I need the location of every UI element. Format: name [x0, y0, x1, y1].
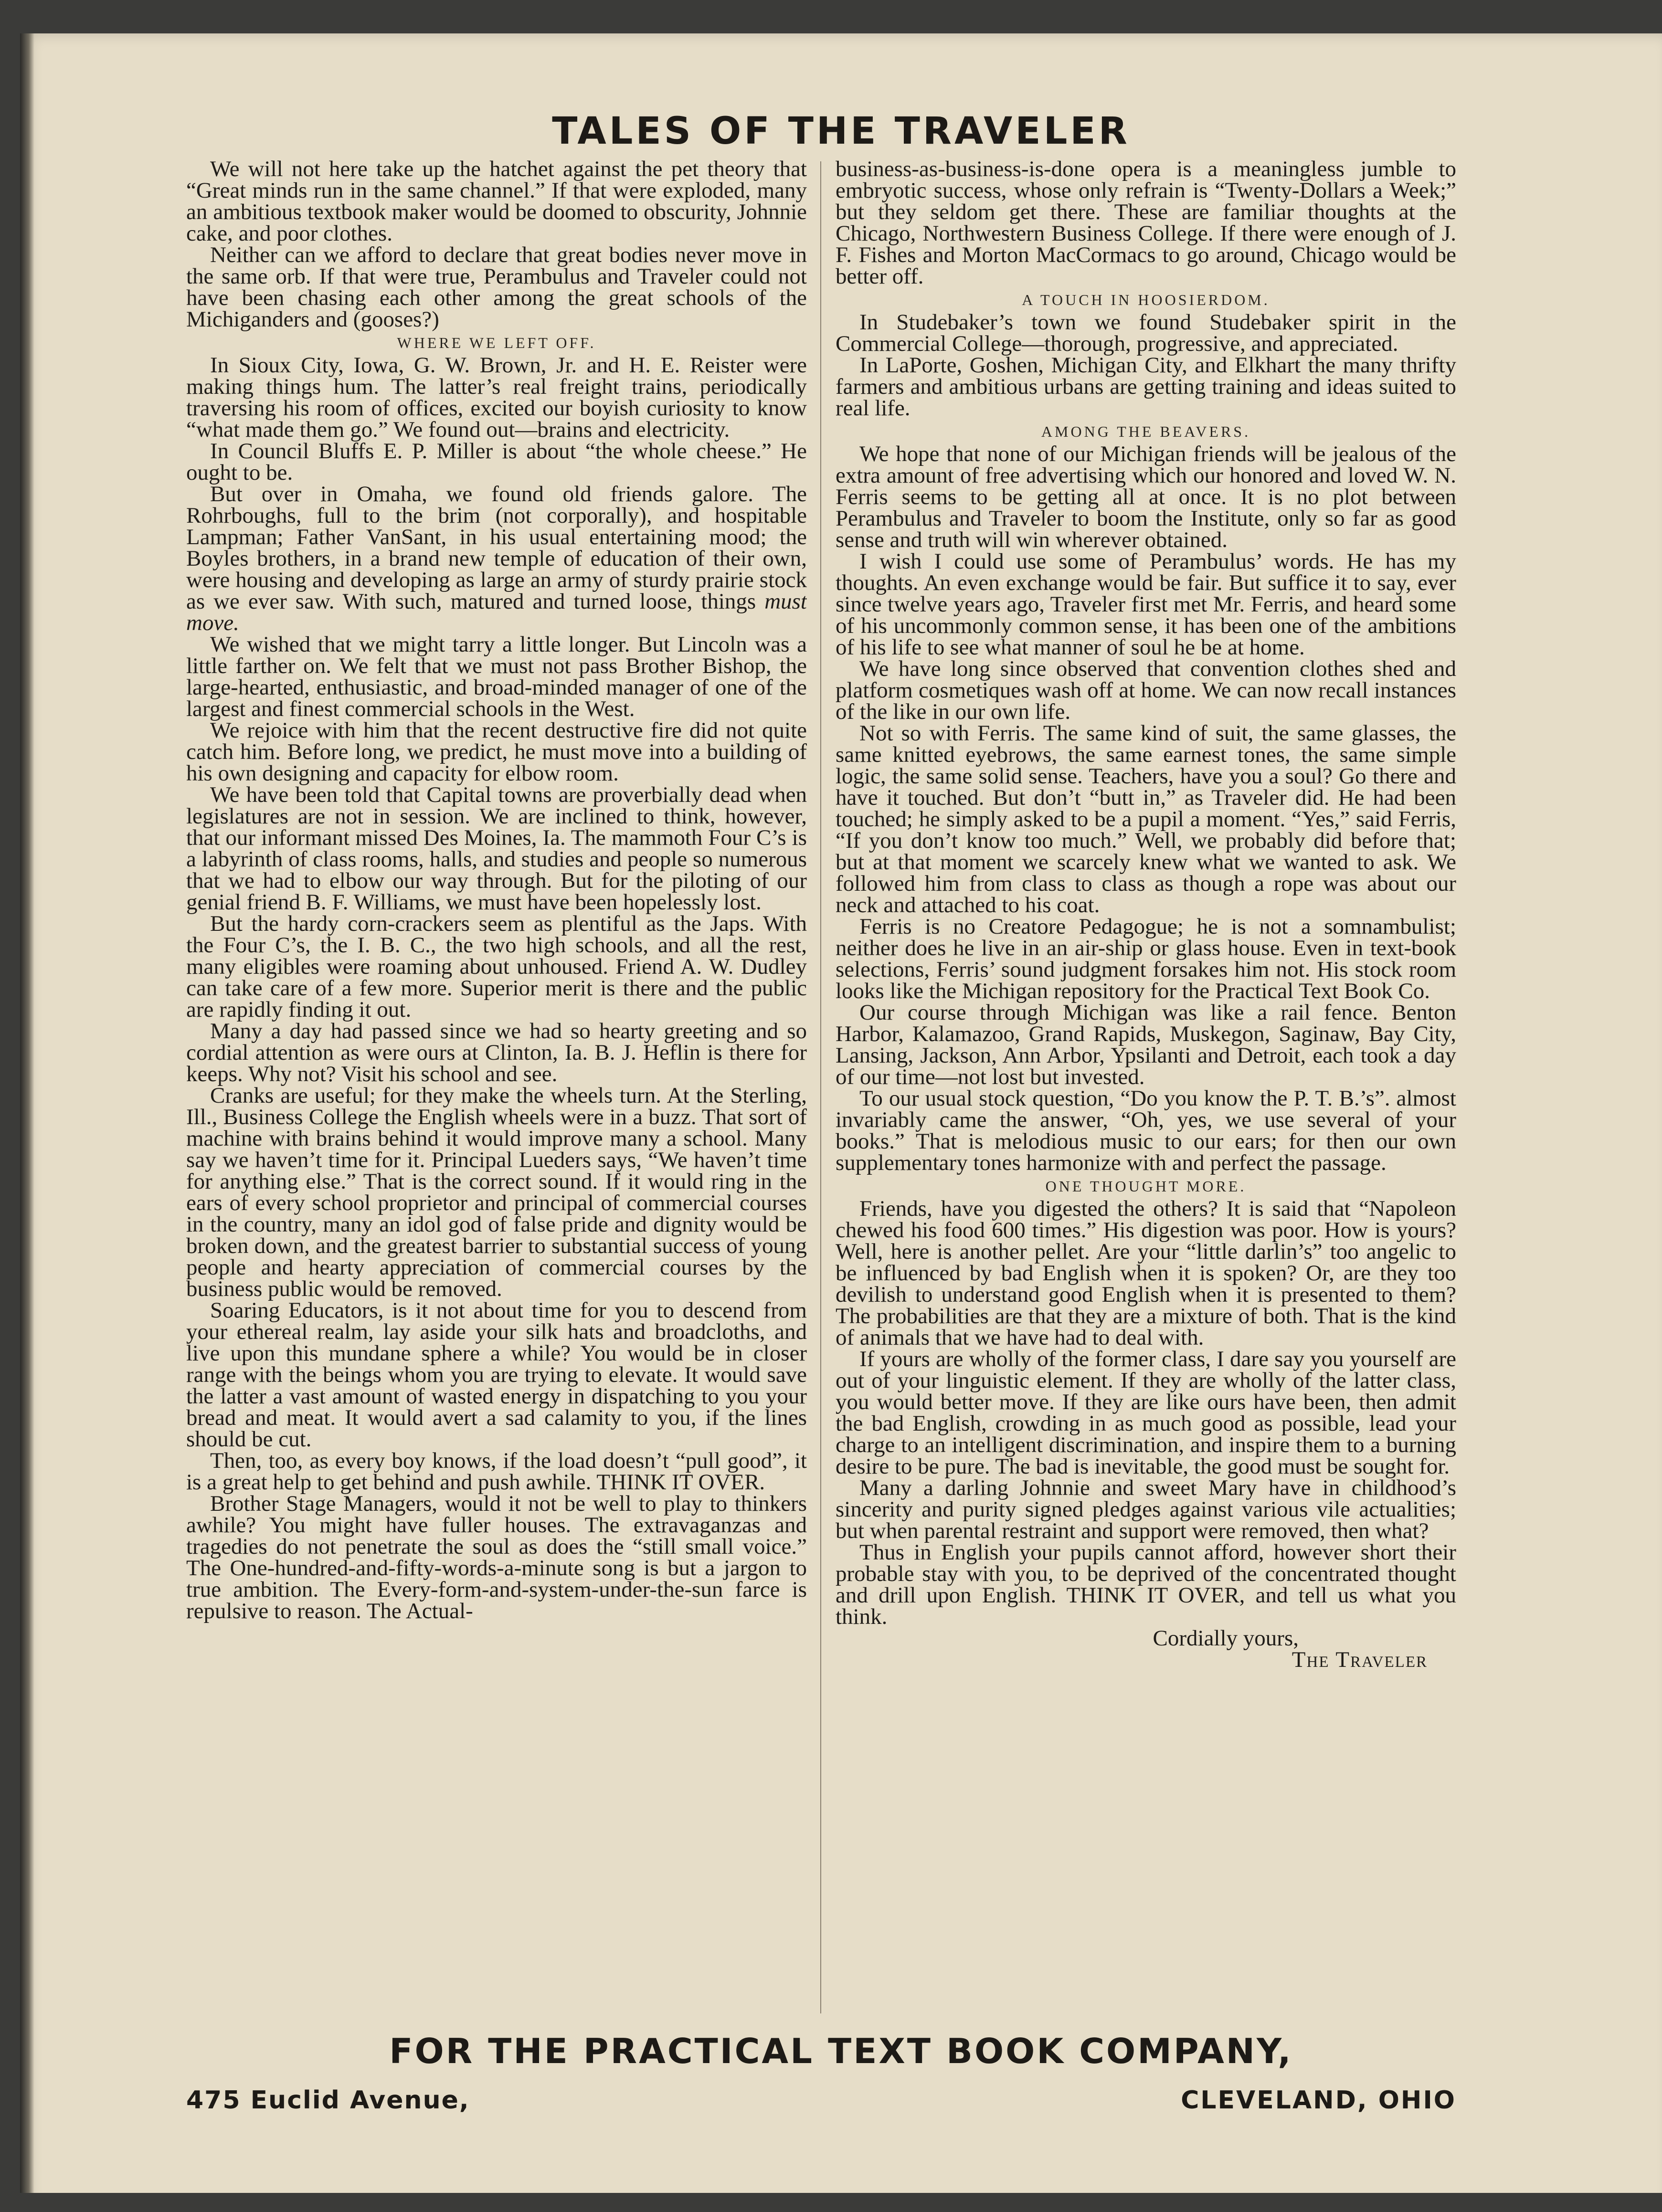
paragraph: Then, too, as every boy knows, if the load doesn’t “pull good”, it is a great help to get behind and push awhile. THINK IT OVER. — [186, 1448, 807, 1495]
left-column — [186, 158, 807, 2030]
paragraph: Soaring Educators, is it not about time for you to descend from your ethereal realm, lay aside your silk hats and broadcloths, and live upon this mundane sphere a while? You would be in closer range with the beings whom you are trying to elevate. It would save the latter a vast amount of wasted energy in dispatching to you your bread and meat. It would avert a sad calamity to you, if the lines should be cut. — [186, 1298, 807, 1452]
paragraph: To our usual stock question, “Do you know the P. T. B.’s”. almost invariably came the answer, “Oh, yes, we use several of your books.” That is melodious music to our ears; for then our own supplementary tones harmonize with and perfect the passage. — [836, 1086, 1456, 1175]
section-heading: ONE THOUGHT MORE. — [1045, 1178, 1247, 1195]
right-column — [836, 158, 1456, 2030]
paragraph: Our course through Michigan was like a rail fence. Benton Harbor, Kalamazoo, Grand Rapids, Muskegon, Saginaw, Bay City, Lansing, Jackson, Ann Arbor, Ypsilanti and Detroit, each took a day of our time—not lost but invested. — [836, 1000, 1456, 1089]
paragraph: I wish I could use some of Perambulus’ words. He has my thoughts. An even exchange would be fair. But suffice it to say, ever since twelve years ago, Traveler first met Mr. Ferris, and heard some of his uncommonly common sense, it has been one of the ambitions of his life to see what manner of soul he be at home. — [836, 549, 1456, 660]
paragraph: Brother Stage Managers, would it not be well to play to thinkers awhile? You might have fuller houses. The extravaganzas and tragedies do not penetrate the soul as does the “still small voice.” The One-hundred-and-fifty-words-a-minute song is but a jargon to true ambition. The Every-form-and-system-under-the-sun farce is repulsive to reason. The Actual- — [186, 1491, 807, 1623]
paragraph: In Studebaker’s town we found Studebaker spirit in the Commercial College—thorough, progressive, and appreciated. — [836, 310, 1456, 356]
paragraph-text: But over in Omaha, we found old friends galore. The Rohrboughs, full to the brim (not corporally), and hospitable Lampman; Father VanSant, in his usual entertaining mood; the Boyles brothers, in a brand new temple of education of their own, were housing and developing as large an army of sturdy prairie stock as we ever saw. With such, matured and turned loose, things — [186, 482, 807, 614]
paragraph: We will not here take up the hatchet against the pet theory that “Great minds run in the same channel.” If that were exploded, many an ambitious textbook maker would be doomed to obscurity, Johnnie cake, and poor clothes. — [186, 158, 807, 246]
paragraph: Not so with Ferris. The same kind of suit, the same glasses, the same knitted eyebrows, the same earnest tones, the same simple logic, the same solid sense. Teachers, have you a soul? Go there and have it touched. But don’t “butt in,” as Traveler did. He had been touched; he simply asked to be a pupil a moment. “Yes,” said Ferris, “If you don’t know too much.” Well, we probably did before that; but at that moment we scarcely knew what we wanted to ask. We followed him from class to class as though a rope was about our neck and attached to his coat. — [836, 721, 1456, 917]
signature: The Traveler — [1291, 1647, 1428, 1672]
paragraph: Neither can we afford to declare that great bodies never move in the same orb. If that were true, Perambulus and Traveler could not have been chasing each other among the great schools of the Michiganders and (gooses?) — [186, 242, 807, 332]
paragraph: In Sioux City, Iowa, G. W. Brown, Jr. and H. E. Reister were making things hum. The latter’s real freight trains, periodically traversing his room of offices, excited our boyish curiosity to know “what made them go.” We found out—brains and electricity. — [186, 353, 807, 442]
paragraph: business-as-business-is-done opera is a meaningless jumble to embryotic success, whose only refrain is “Twenty-Dollars a Week;” but they seldom get there. These are familiar thoughts at the Chicago, Northwestern Business College. If there were enough of J. F. Fishes and Morton MacCormacs to go around, Chicago would be better off. — [836, 158, 1456, 289]
paragraph: Many a day had passed since we had so hearty greeting and so cordial attention as were ours at Clinton, Ia. B. J. Heflin is there for keeps. Why not? Visit his school and see. — [186, 1019, 807, 1086]
paragraph: We rejoice with him that the recent destructive fire did not quite catch him. Before long, we predict, he must move into a building of his own designing and capacity for elbow room. — [186, 718, 807, 786]
publisher-address: 475 Euclid Avenue, — [186, 2086, 470, 2115]
paragraph: Ferris is no Creatore Pedagogue; he is not a somnambulist; neither does he live in an air-ship or glass house. Even in text-book selections, Ferris’ sound judgment forsakes him not. His stock room looks like the Michigan repository for the Practical Text Book Co. — [836, 914, 1456, 1003]
paragraph: In LaPorte, Goshen, Michigan City, and Elkhart the many thrifty farmers and ambitious urbans are getting training and ideas suited to real life. — [836, 353, 1456, 421]
scan-bottom-edge — [20, 2193, 1662, 2212]
section-heading: AMONG THE BEAVERS. — [1041, 423, 1251, 440]
paragraph: Many a darling Johnnie and sweet Mary have in childhood’s sincerity and purity signed pledges against various vile actualities; but when parental restraint and support were removed, then what? — [836, 1475, 1456, 1543]
paragraph: We have been told that Capital towns are proverbially dead when legislatures are not in session. We are inclined to think, however, that our informant missed Des Moines, Ia. The mammoth Four C’s is a labyrinth of class rooms, halls, and studies and people so numerous that we had to elbow our way through. But for the piloting of our genial friend B. F. Williams, we must have been hopelessly lost. — [186, 782, 807, 915]
paragraph: We wished that we might tarry a little longer. But Lincoln was a little farther on. We felt that we must not pass Brother Bishop, the large-hearted, enthusiastic, and broad-minded manager of one of the largest and finest commercial schools in the West. — [186, 632, 807, 721]
paragraph: But the hardy corn-crackers seem as plentiful as the Japs. With the Four C’s, the I. B. C., the two high schools, and all the rest, many eligibles were roaming about unhoused. Friend A. W. Dudley can take care of a few more. Superior merit is there and the public are rapidly finding it out. — [186, 911, 807, 1022]
paragraph: Thus in English your pupils cannot afford, however short their probable stay with you, to be deprived of the concentrated thought and drill upon English. THINK IT OVER, and tell us what you think. — [836, 1540, 1456, 1629]
page-title: TALES OF THE TRAVELER — [552, 110, 1130, 153]
paragraph: We have long since observed that convention clothes shed and platform cosmetiques wash off at home. We can now recall instances of the like in our own life. — [836, 656, 1456, 724]
paragraph: Cranks are useful; for they make the wheels turn. At the Sterling, Ill., Business College the English wheels were in a buzz. That sort of machine with brains behind it would improve many a school. Many say we haven’t time for it. Principal Lueders says, “We haven’t time for anything else.” That is the correct sound. If it would ring in the ears of every school proprietor and principal of commercial courses in the country, many an idol god of false pride and dignity would be broken down, and the greatest barrier to substantial success of young people and hearty appreciation of commercial courses by the business public would be removed. — [186, 1083, 807, 1301]
closing-line: Cordially yours, — [1153, 1626, 1299, 1651]
paragraph — [186, 484, 807, 634]
paragraph: In Council Bluffs E. P. Miller is about “the whole cheese.” He ought to be. — [186, 439, 807, 485]
paragraph: Friends, have you digested the others? It is said that “Napoleon chewed his food 600 times.” His digestion was poor. How is yours? Well, here is another pellet. Are your “little darlin’s” too angelic to be influenced by bad English when it is spoken? Or, are they too devilish to understand good English when it is presented to them? The probabilities are that they are a mixture of both. That is the kind of animals that we have had to deal with. — [836, 1196, 1456, 1350]
section-heading: WHERE WE LEFT OFF. — [397, 334, 596, 351]
column-divider — [820, 161, 821, 2013]
page-spine-shadow — [20, 33, 34, 2212]
publisher-city: CLEVELAND, OHIO — [1181, 2086, 1456, 2115]
section-heading: A TOUCH IN HOOSIERDOM. — [1022, 291, 1270, 308]
magazine-page — [20, 33, 1662, 2212]
paragraph: If yours are wholly of the former class, I dare say you yourself are out of your linguistic element. If they are wholly of the latter class, you would better move. If they are like ours have been, then admit the bad English, crowding in as much good as possible, lead your charge to an intelligent discrimination, and inspire them to a burning desire to be pure. The bad is inevitable, the good must be sought for. — [836, 1347, 1456, 1479]
publisher-footer: FOR THE PRACTICAL TEXT BOOK COMPANY, — [389, 2031, 1293, 2071]
paragraph: We hope that none of our Michigan friends will be jealous of the extra amount of free advertising which our honored and loved W. N. Ferris seems to be getting all at once. It is no plot between Perambulus and Traveler to boom the Institute, only so far as good sense and truth will win wherever obtained. — [836, 442, 1456, 552]
emphasis-text: must move. — [186, 589, 807, 635]
